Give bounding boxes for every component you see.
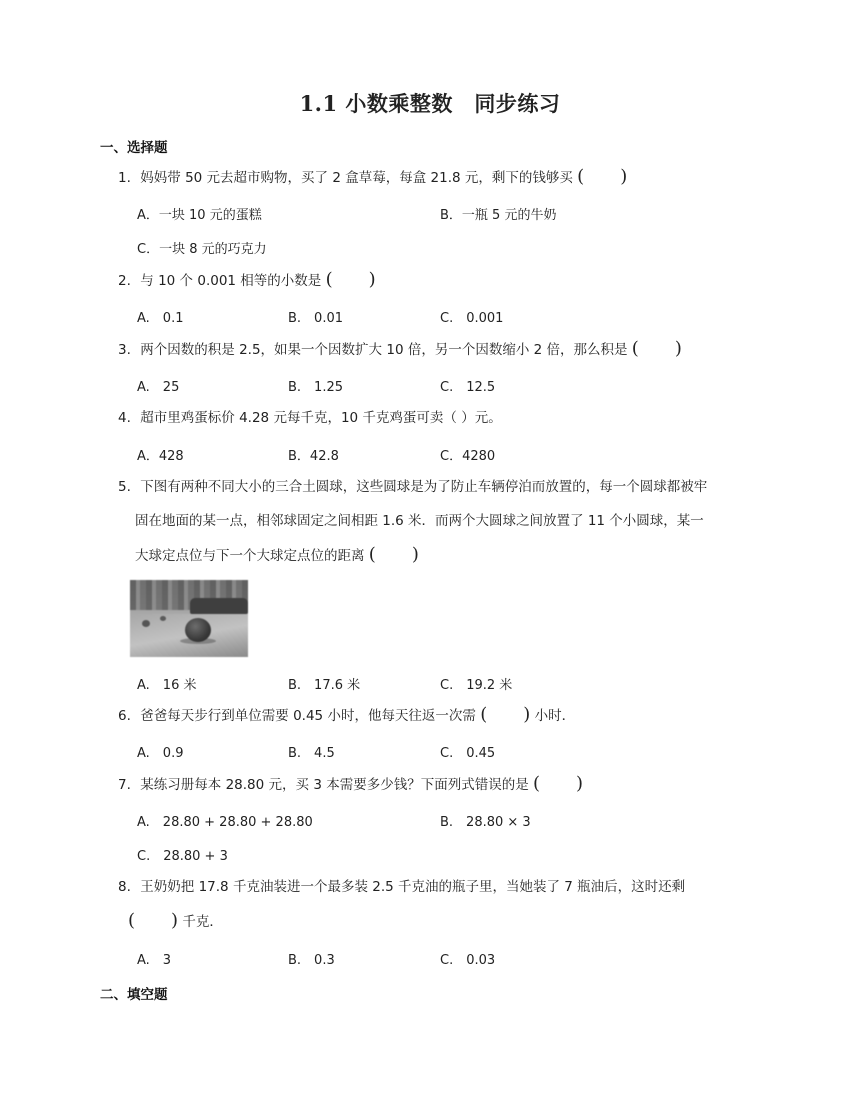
question-8-line-2: ( ) 千克．	[128, 910, 223, 931]
option-b: B．42.8	[288, 449, 339, 464]
question-text: 超市里鸡蛋标价 4.28 元每千克，10 千克鸡蛋可卖（ ）元。	[140, 410, 502, 426]
answer-blank: ( )	[325, 269, 376, 290]
answer-blank: ( )	[631, 338, 682, 359]
answer-blank: ( )	[128, 910, 179, 931]
spherical-bollards-photo	[130, 580, 248, 657]
question-4: 4. 超市里鸡蛋标价 4.28 元每千克，10 千克鸡蛋可卖（ ）元。	[118, 410, 502, 426]
option-a: A．一块 10 元的蛋糕	[137, 208, 262, 223]
question-7: 7. 某练习册每本 28.80 元，买 3 本需要多少钱？下面列式错误的是 ( )	[118, 773, 584, 794]
page-title: 1.1 小数乘整数 同步练习	[299, 91, 561, 116]
question-text: 妈妈带 50 元去超市购物，买了 2 盒草莓，每盒 21.8 元，剩下的钱够买	[140, 170, 573, 186]
option-c: C. 19.2 米	[440, 678, 513, 693]
option-c: C．4280	[440, 449, 496, 464]
question-3: 3. 两个因数的积是 2.5，如果一个因数扩大 10 倍，另一个因数缩小 2 倍，那么积是 ( )	[118, 338, 682, 359]
question-5-line-3: 大球定点位与下一个大球定点位的距离 ( )	[135, 544, 419, 565]
question-text: 某练习册每本 28.80 元，买 3 本需要多少钱？下面列式错误的是	[140, 777, 529, 793]
option-b: B. 28.80 × 3	[440, 815, 531, 830]
answer-blank: ( )	[577, 166, 628, 187]
option-b: B. 1.25	[288, 380, 343, 395]
answer-blank: ( )	[368, 544, 419, 565]
question-6: 6. 爸爸每天步行到单位需要 0.45 小时，他每天往返一次需 ( ) 小时．	[118, 704, 576, 725]
question-text-line-1: 王奶奶把 17.8 千克油装进一个最多装 2.5 千克油的瓶子里，当她装了 7 瓶油后，这时还剩	[140, 879, 686, 895]
option-b: B．一瓶 5 元的牛奶	[440, 208, 557, 223]
question-8: 8. 王奶奶把 17.8 千克油装进一个最多装 2.5 千克油的瓶子里，当她装了 7 瓶油后，这时还剩	[118, 879, 686, 895]
answer-blank: ( )	[533, 773, 584, 794]
option-c: C. 0.001	[440, 311, 504, 326]
option-b: B. 0.01	[288, 311, 343, 326]
option-a: A. 28.80 + 28.80 + 28.80	[137, 815, 313, 830]
question-text: 爸爸每天步行到单位需要 0.45 小时，他每天往返一次需	[140, 708, 476, 724]
option-a: A. 3	[137, 953, 172, 968]
option-b: B. 0.3	[288, 953, 335, 968]
question-2: 2. 与 10 个 0.001 相等的小数是 ( )	[118, 269, 376, 290]
option-b: B. 4.5	[288, 746, 335, 761]
option-c: C．一块 8 元的巧克力	[137, 242, 267, 257]
question-text-line-1: 下图有两种不同大小的三合土圆球，这些圆球是为了防止车辆停泊而放置的，每一个圆球都被牢	[140, 479, 708, 495]
option-a: A. 0.9	[137, 746, 184, 761]
question-5-line-2: 固在地面的某一点，相邻球固定之间相距 1.6 米．而两个大圆球之间放置了 11 个小圆球，某一	[135, 513, 704, 529]
question-1: 1. 妈妈带 50 元去超市购物，买了 2 盒草莓，每盒 21.8 元，剩下的钱够买 ( )	[118, 166, 628, 187]
option-c: C. 28.80 + 3	[137, 849, 228, 864]
section-heading-choice: 一、选择题	[100, 140, 168, 156]
option-a: A. 25	[137, 380, 180, 395]
option-a: A．428	[137, 449, 184, 464]
option-a: A. 16 米	[137, 678, 197, 693]
option-c: C. 0.03	[440, 953, 496, 968]
answer-blank: ( )	[480, 704, 531, 725]
option-b: B. 17.6 米	[288, 678, 361, 693]
option-a: A. 0.1	[137, 311, 184, 326]
question-5: 5. 下图有两种不同大小的三合土圆球，这些圆球是为了防止车辆停泊而放置的，每一个圆球都被牢	[118, 479, 708, 495]
question-text: 两个因数的积是 2.5，如果一个因数扩大 10 倍，另一个因数缩小 2 倍，那么积是	[140, 342, 628, 358]
option-c: C. 0.45	[440, 746, 496, 761]
question-text: 与 10 个 0.001 相等的小数是	[140, 273, 322, 289]
section-heading-fill-in: 二、填空题	[100, 987, 168, 1003]
option-c: C. 12.5	[440, 380, 496, 395]
